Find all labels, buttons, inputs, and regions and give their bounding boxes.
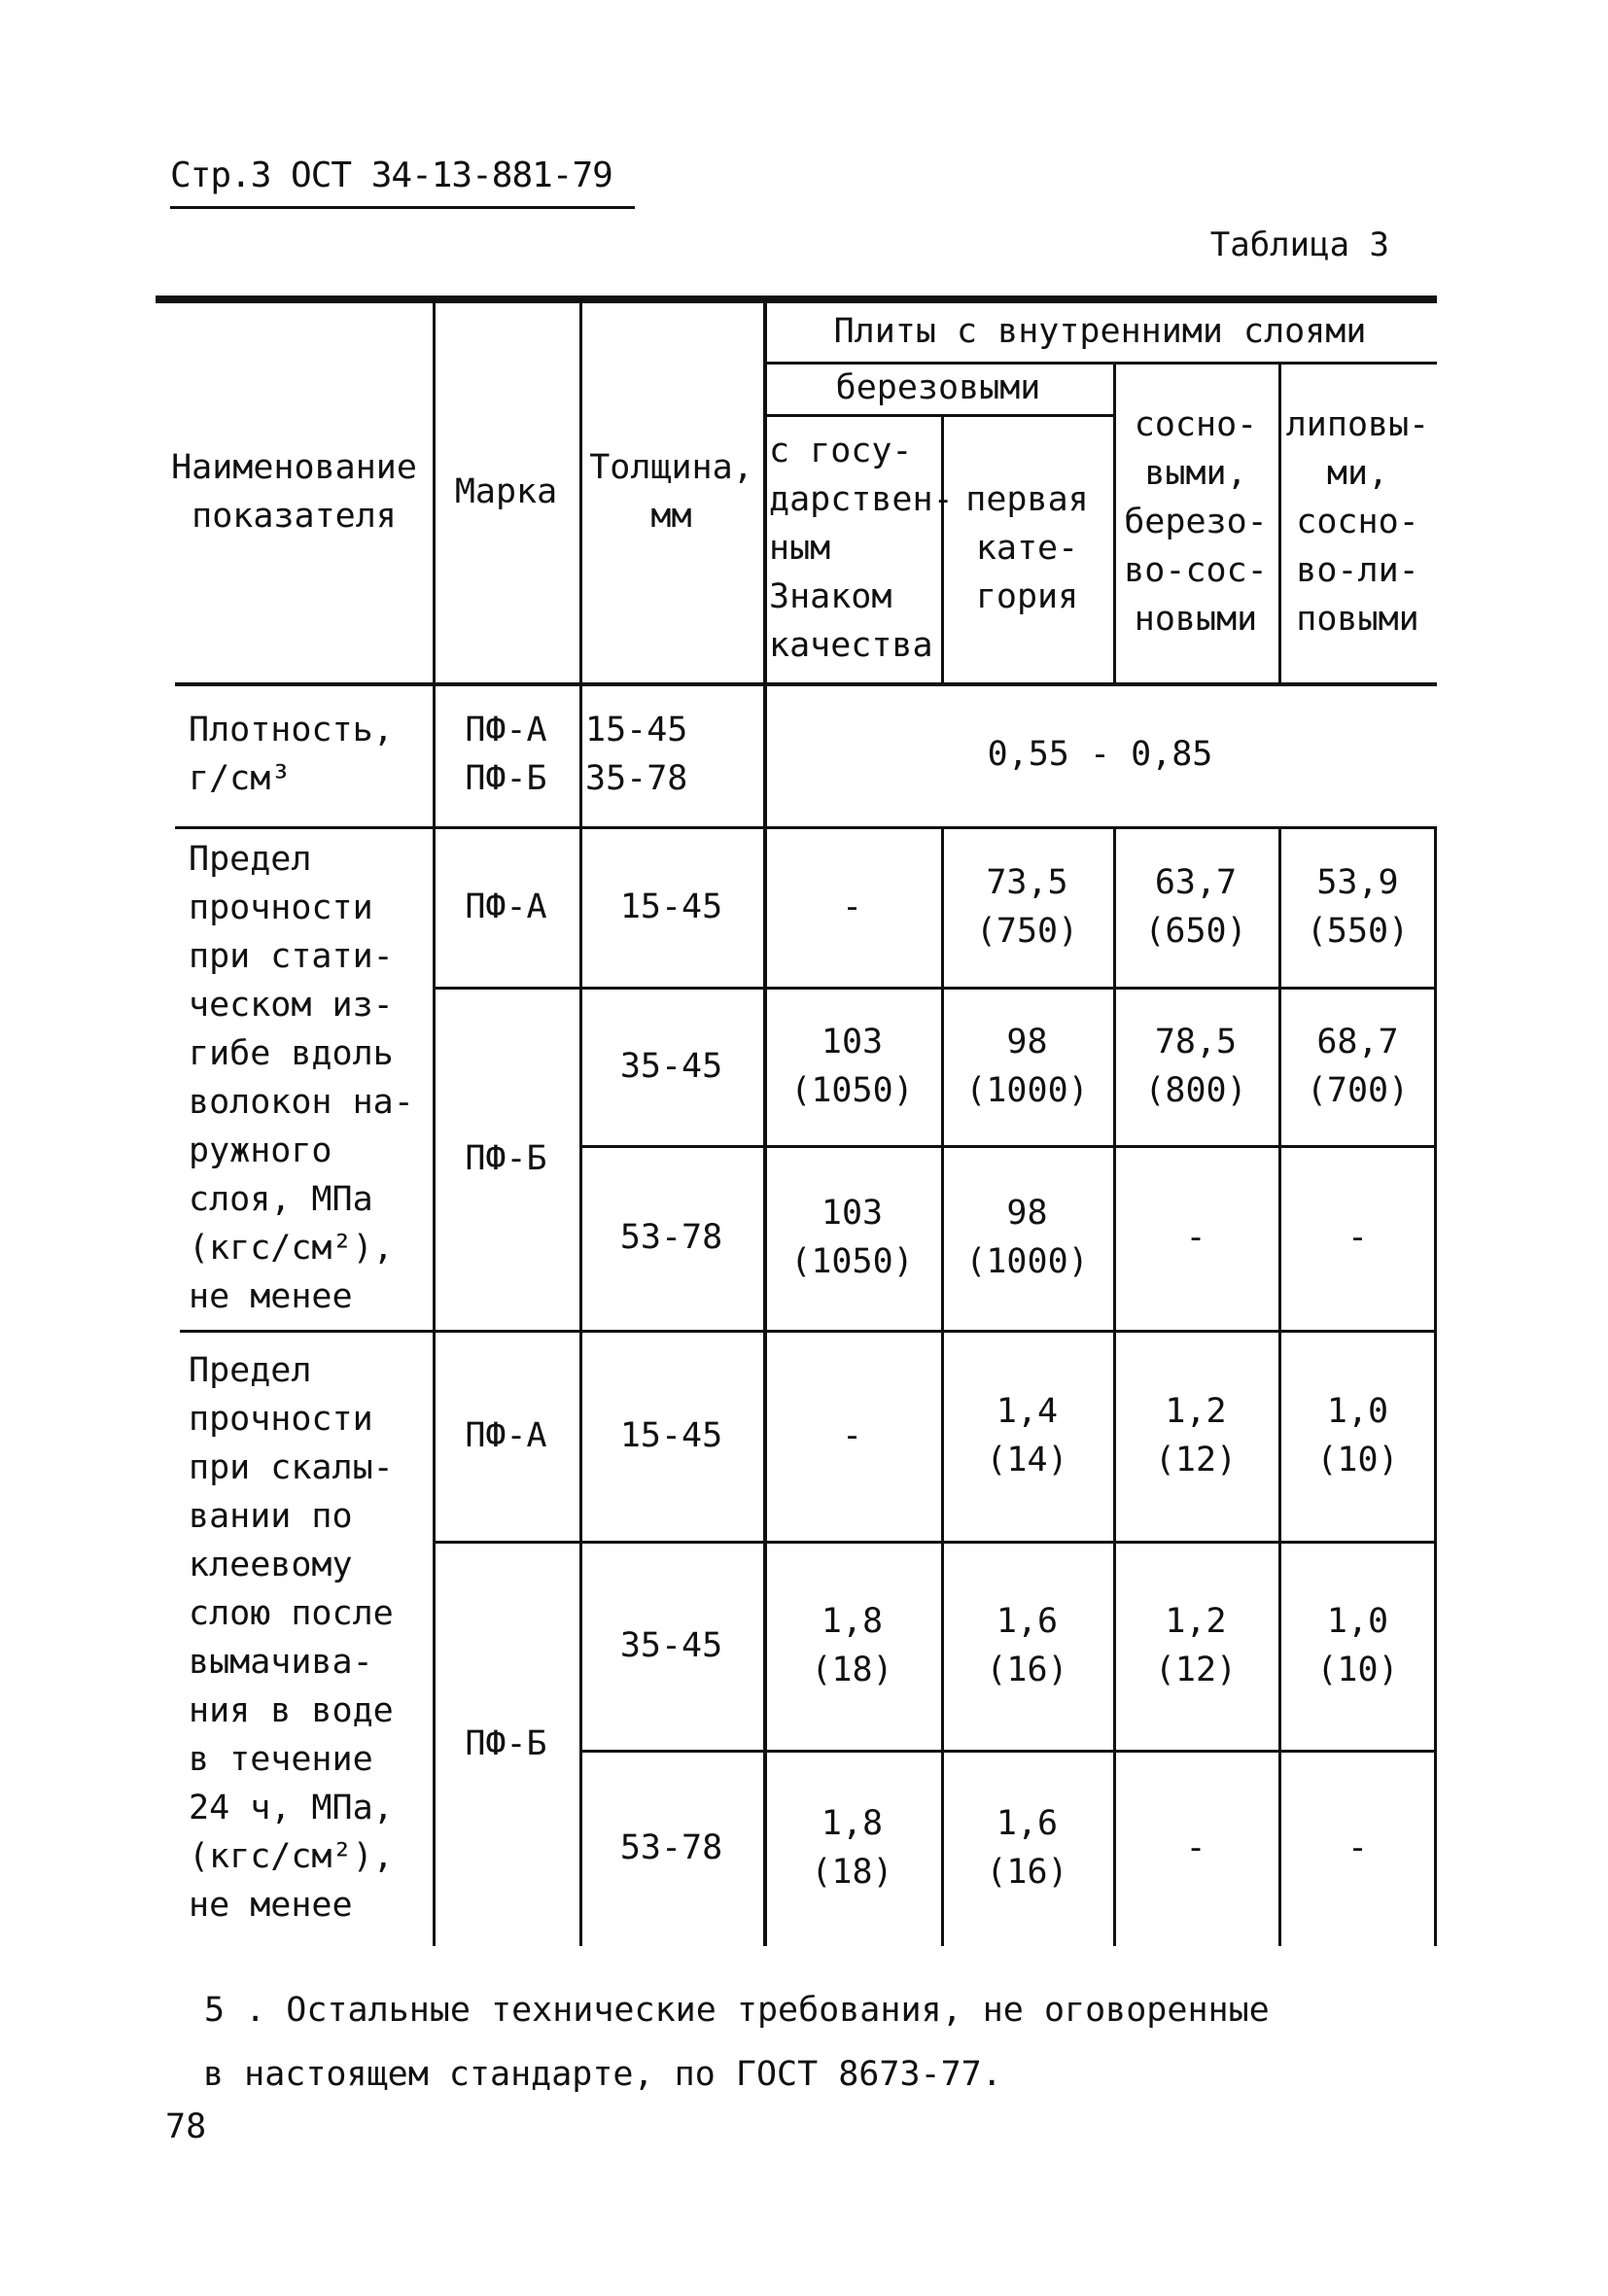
- bending-mark-b: [433, 987, 579, 1330]
- header-quality-mark-line: Знаком: [769, 577, 892, 616]
- shear-label-line: при скалы-: [189, 1448, 394, 1487]
- shear-row-2-pine: [1113, 1541, 1278, 1750]
- bending-row-2-first: [941, 987, 1113, 1145]
- bending-row-2-pine-line: 78,5: [1154, 1022, 1238, 1061]
- bending-label: [156, 826, 433, 1330]
- header-thickness-line: Толщина,: [589, 448, 753, 487]
- shear-row-1-pine: [1113, 1330, 1278, 1541]
- shear-row-3-first: [941, 1750, 1113, 1946]
- shear-label-line: клеевому: [189, 1546, 353, 1584]
- bending-row-1-pine-line: 63,7: [1154, 862, 1238, 902]
- bending-row-2-quality: [763, 987, 941, 1145]
- header-linden-line: сосно-: [1296, 503, 1419, 541]
- shear-row-2-quality-line: 1,8: [821, 1601, 884, 1641]
- shear-row-1-pine-line: (12): [1154, 1440, 1238, 1479]
- bending-label-line: при стати-: [189, 937, 394, 976]
- density-label-line: Плотность,: [189, 711, 394, 749]
- shear-mark-a: [433, 1330, 579, 1541]
- header-first-category-line: кате-: [975, 529, 1079, 568]
- shear-label-line: вании по: [189, 1497, 353, 1536]
- shear-row-1-thickness: [579, 1330, 763, 1541]
- header-linden-line: во-ли-: [1296, 551, 1419, 590]
- header-underline: [170, 206, 635, 209]
- footnote-line-2: в настоящем стандарте, по ГОСТ 8673-77.: [203, 2055, 1002, 2094]
- bending-row-2-quality-line: (1050): [790, 1070, 914, 1110]
- bending-row-2-linden-line: 68,7: [1316, 1022, 1399, 1061]
- shear-row-1-pine-line: 1,2: [1165, 1391, 1227, 1431]
- shear-row-3-thickness: [579, 1750, 763, 1946]
- bending-label-line: (кгс/см²),: [189, 1229, 394, 1268]
- density-mark: [433, 682, 579, 826]
- shear-row-3-quality-line: 1,8: [821, 1804, 884, 1843]
- shear-row-1-quality-line: -: [841, 1415, 863, 1455]
- density-mark-line: ПФ-Б: [465, 759, 547, 798]
- shear-label-line: Предел: [189, 1351, 312, 1390]
- shear-row-3-linden: [1278, 1750, 1437, 1946]
- shear-label-line: (кгс/см²),: [189, 1837, 394, 1876]
- bending-row-1-first: [941, 826, 1113, 987]
- density-value-line: 0,55 - 0,85: [987, 735, 1213, 774]
- shear-row-1-quality: [763, 1330, 941, 1541]
- shear-row-2-linden-line: (10): [1316, 1650, 1399, 1689]
- header-linden-line: ми,: [1326, 454, 1389, 493]
- shear-mark-b: [433, 1541, 579, 1946]
- bending-row-3-first: [941, 1145, 1113, 1330]
- density-thickness-line: 15-45: [585, 711, 688, 749]
- header-pine-line: выми,: [1144, 454, 1247, 493]
- shear-row-2-pine-line: (12): [1154, 1650, 1238, 1689]
- header-quality-mark-line: качества: [769, 626, 933, 665]
- shear-row-2-first-line: 1,6: [996, 1601, 1059, 1641]
- shear-row-1-linden: [1278, 1330, 1437, 1541]
- bending-row-1-thickness-line: 15-45: [619, 887, 723, 926]
- bending-row-2-thickness: [579, 987, 763, 1145]
- header-first-category-line: гория: [975, 577, 1079, 616]
- bending-label-line: прочности: [189, 888, 373, 927]
- bending-mark-a-line: ПФ-А: [465, 887, 547, 926]
- bending-label-line: ружного: [189, 1131, 332, 1170]
- shear-mark-a-line: ПФ-А: [465, 1415, 547, 1455]
- header-birch-line: березовыми: [835, 368, 1041, 407]
- shear-row-2-thickness-line: 35-45: [619, 1625, 723, 1665]
- bending-row-2-quality-line: 103: [821, 1022, 884, 1061]
- header-quality-mark-line: дарствен-: [769, 480, 954, 519]
- bending-row-1-thickness: [579, 826, 763, 987]
- shear-row-2-linden-line: 1,0: [1326, 1601, 1389, 1641]
- shear-row-2-quality: [763, 1541, 941, 1750]
- bending-row-2-first-line: (1000): [965, 1070, 1089, 1110]
- bending-row-3-quality: [763, 1145, 941, 1330]
- shear-row-2-thickness: [579, 1541, 763, 1750]
- shear-row-3-quality-line: (18): [811, 1853, 893, 1892]
- bending-row-3-linden: [1278, 1145, 1437, 1330]
- bending-row-1-pine: [1113, 826, 1278, 987]
- header-plates-group-line: Плиты с внутренними слоями: [833, 312, 1367, 351]
- shear-label-line: в течение: [189, 1740, 373, 1779]
- density-thickness: [579, 682, 763, 826]
- shear-row-2-pine-line: 1,2: [1165, 1601, 1227, 1641]
- header-thickness: [579, 301, 763, 682]
- bending-mark-a: [433, 826, 579, 987]
- header-birch: [763, 362, 1113, 414]
- shear-row-3-pine-line: -: [1185, 1828, 1206, 1867]
- shear-row-2-first-line: (16): [986, 1650, 1068, 1689]
- bending-row-2-thickness-line: 35-45: [619, 1046, 723, 1086]
- footnote-line-1: 5 . Остальные технические требования, не оговоренные: [204, 1991, 1270, 2030]
- shear-row-3-first-line: (16): [986, 1853, 1068, 1892]
- header-pine-line: новыми: [1134, 600, 1258, 639]
- density-mark-line: ПФ-А: [465, 711, 547, 749]
- footnote: [204, 1978, 1270, 2106]
- header-mark-line: Марка: [454, 472, 558, 511]
- bending-label-line: гибе вдоль: [189, 1034, 394, 1073]
- bending-row-3-first-line: (1000): [965, 1242, 1089, 1281]
- header-pine-line: березо-: [1124, 503, 1268, 541]
- bending-row-1-quality: [763, 826, 941, 987]
- shear-row-1-first-line: 1,4: [996, 1391, 1059, 1431]
- bending-row-2-linden: [1278, 987, 1437, 1145]
- header-quality-mark-line: с госу-: [769, 432, 913, 470]
- bending-row-3-thickness: [579, 1145, 763, 1330]
- bending-label-line: ческом из-: [189, 986, 394, 1025]
- bending-row-3-pine: [1113, 1145, 1278, 1330]
- shear-row-3-first-line: 1,6: [996, 1804, 1059, 1843]
- shear-label-line: ния в воде: [189, 1691, 394, 1730]
- bending-mark-b-line: ПФ-Б: [465, 1138, 547, 1178]
- density-thickness-line: 35-78: [585, 759, 688, 798]
- header-linden-line: липовы-: [1285, 405, 1430, 444]
- density-value: [763, 682, 1437, 826]
- bending-row-1-first-line: (750): [975, 911, 1079, 951]
- header-plates-group: [763, 301, 1437, 362]
- bending-row-3-thickness-line: 53-78: [619, 1218, 723, 1257]
- header-quality-mark-line: ным: [769, 529, 831, 568]
- shear-row-1-linden-line: 1,0: [1326, 1391, 1389, 1431]
- bending-row-1-pine-line: (650): [1144, 911, 1247, 951]
- bending-row-1-quality-line: -: [841, 887, 863, 926]
- shear-row-2-first: [941, 1541, 1113, 1750]
- header-name-line: показателя: [192, 497, 397, 536]
- header-thickness-line: мм: [650, 497, 692, 536]
- bending-row-1-linden-line: 53,9: [1316, 862, 1399, 902]
- header-first-category-line: первая: [965, 480, 1089, 519]
- bending-row-1-linden-line: (550): [1306, 911, 1410, 951]
- bending-row-1-linden: [1278, 826, 1437, 987]
- shear-row-3-pine: [1113, 1750, 1278, 1946]
- header-quality-mark: [763, 414, 954, 682]
- shear-label-line: прочности: [189, 1400, 373, 1439]
- density-label-line: г/см³: [189, 759, 292, 798]
- header-mark: [433, 301, 579, 682]
- bending-row-2-linden-line: (700): [1306, 1070, 1410, 1110]
- bending-row-2-pine-line: (800): [1144, 1070, 1247, 1110]
- bending-row-1-first-line: 73,5: [986, 862, 1068, 902]
- table-label: Таблица 3: [1209, 226, 1389, 264]
- bending-row-3-quality-line: (1050): [790, 1242, 914, 1281]
- shear-label-line: слою после: [189, 1594, 394, 1633]
- shear-row-1-first-line: (14): [986, 1440, 1068, 1479]
- shear-row-3-linden-line: -: [1346, 1828, 1369, 1867]
- shear-row-1-first: [941, 1330, 1113, 1541]
- header-name: [156, 301, 433, 682]
- shear-row-3-quality: [763, 1750, 941, 1946]
- shear-label: [156, 1330, 433, 1946]
- shear-label-line: вымачива-: [189, 1643, 373, 1682]
- bending-label-line: Предел: [189, 840, 312, 879]
- shear-label-line: 24 ч, МПа,: [189, 1789, 394, 1827]
- header-pine-line: во-сос-: [1124, 551, 1268, 590]
- shear-row-1-thickness-line: 15-45: [619, 1415, 723, 1455]
- bending-row-3-linden-line: -: [1346, 1218, 1369, 1257]
- density-label: [156, 682, 433, 826]
- bending-label-line: слоя, МПа: [189, 1180, 373, 1219]
- shear-mark-b-line: ПФ-Б: [465, 1723, 547, 1763]
- bending-row-3-pine-line: -: [1185, 1218, 1206, 1257]
- shear-row-1-linden-line: (10): [1316, 1440, 1399, 1479]
- header-first-category: [941, 414, 1113, 682]
- bending-row-2-pine: [1113, 987, 1278, 1145]
- header-linden: [1278, 362, 1437, 682]
- properties-table: [156, 301, 1437, 1946]
- bending-row-3-first-line: 98: [1006, 1194, 1048, 1233]
- header-pine-line: сосно-: [1134, 405, 1258, 444]
- bending-label-line: волокон на-: [189, 1083, 414, 1122]
- bending-label-line: не менее: [189, 1277, 353, 1316]
- bending-row-2-first-line: 98: [1006, 1022, 1048, 1061]
- shear-row-3-thickness-line: 53-78: [619, 1828, 723, 1867]
- header-name-line: Наименование: [171, 448, 417, 487]
- header-pine: [1113, 362, 1278, 682]
- shear-row-2-quality-line: (18): [811, 1650, 893, 1689]
- shear-row-2-linden: [1278, 1541, 1437, 1750]
- document-header: Стр.3 ОСТ 34-13-881-79: [170, 156, 612, 195]
- bending-row-3-quality-line: 103: [821, 1194, 884, 1233]
- page-number: 78: [165, 2107, 207, 2146]
- header-linden-line: повыми: [1296, 600, 1419, 639]
- shear-label-line: не менее: [189, 1886, 353, 1925]
